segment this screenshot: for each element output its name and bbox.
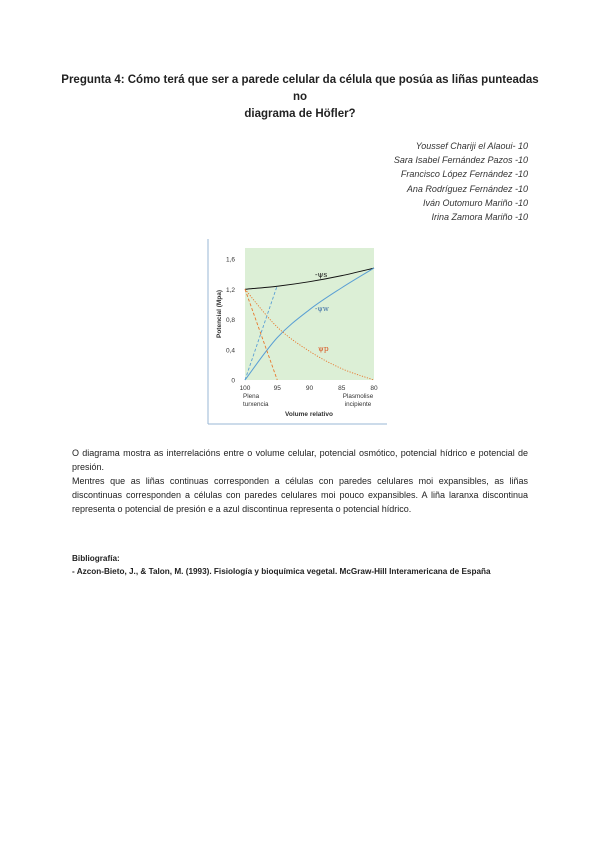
- x-axis-label: Volume relativo: [285, 411, 333, 418]
- y-tick-label: 1,6: [225, 256, 235, 264]
- x-caption-left-2: turxencia: [243, 401, 269, 408]
- author-2: Sara Isabel Fernández Pazos -10: [393, 155, 528, 166]
- author-6: Irina Zamora Mariño -10: [431, 212, 528, 223]
- hofler-diagram: [207, 239, 387, 425]
- curve-label-psi-s: -ψs: [315, 270, 328, 279]
- author-4: Ana Rodríguez Fernández -10: [406, 183, 528, 194]
- paragraph-1: O diagrama mostra as interrelacións entre o volume celular, potencial osmótico, potencial hídrico e potencial de presión.: [72, 448, 528, 472]
- author-list: [394, 139, 528, 224]
- y-tick-label: 1,2: [225, 286, 235, 294]
- title-line-2: diagrama de Höfler?: [244, 108, 356, 120]
- paragraph-2: Mentres que as liñas continuas corresponden a células con paredes celulares moi expansibles, as liñas discontinuas corresponden a células con paredes celulares moi pouco expansibles. A liña laranxa discontinua representa o potencial de presión e a azul discontinua representa o potencial hídrico.: [72, 476, 528, 514]
- bibliography-heading: Bibliografía:: [72, 554, 120, 563]
- x-caption-right-2: incipiente: [344, 401, 372, 408]
- y-axis-label: Potencial (Mpa): [216, 289, 223, 339]
- author-3: Francisco López Fernández -10: [400, 169, 528, 180]
- x-caption-right-1: Plasmolise: [342, 393, 374, 400]
- page-title: [60, 72, 540, 123]
- x-tick-label: 80: [370, 385, 378, 392]
- x-caption-left-1: Plena: [243, 393, 260, 400]
- bibliography-entry: - Azcon-Bieto, J., & Talon, M. (1993). Fisiología y bioquímica vegetal. McGraw-Hill Interamericana de España: [72, 566, 491, 576]
- x-tick-label: 85: [338, 385, 346, 392]
- plot-background: [245, 248, 374, 380]
- hofler-chart-svg: [207, 239, 387, 425]
- body-text: [72, 446, 528, 516]
- y-tick-label: 0: [231, 377, 235, 385]
- x-tick-label: 95: [273, 385, 281, 392]
- y-tick-label: 0,8: [225, 317, 235, 324]
- curve-label-psi-p: ψp: [318, 344, 329, 353]
- title-line-1: Pregunta 4: Cómo terá que ser a parede celular da célula que posúa as liñas punteadas no: [61, 74, 539, 103]
- bibliography: [72, 553, 542, 578]
- author-1: Youssef Chariji el Alaoui- 10: [415, 141, 528, 151]
- x-tick-label: 90: [305, 385, 314, 392]
- y-tick-label: 0,4: [225, 347, 235, 355]
- x-tick-label: 100: [239, 385, 251, 392]
- curve-label-psi-w: -ψw: [315, 305, 329, 313]
- author-5: Iván Outomuro Mariño -10: [422, 197, 528, 208]
